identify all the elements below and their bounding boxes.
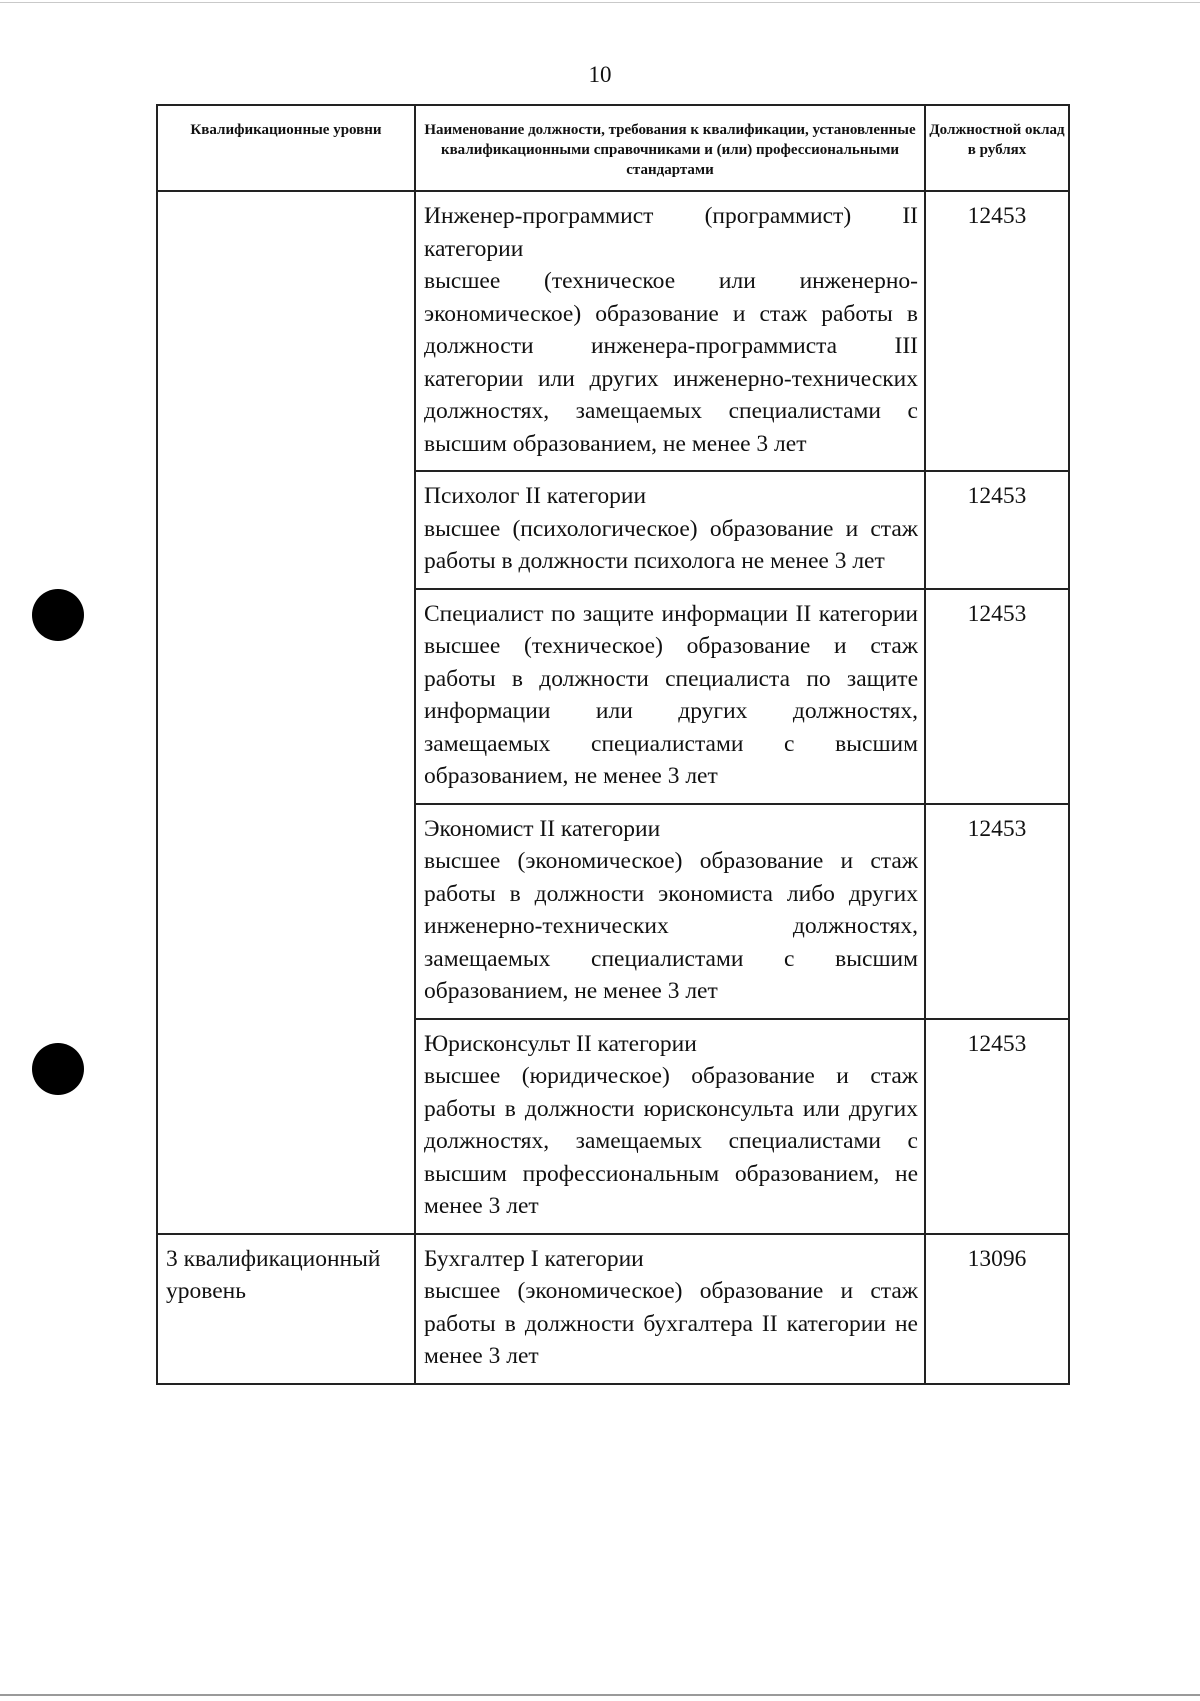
punch-hole-mark [32,1043,84,1095]
position-title: Инженер-программист (программист) II категории [424,203,918,262]
position-cell [415,1019,925,1234]
salary-cell: 12453 [925,191,1069,471]
position-title: Бухгалтер I категории [424,1245,644,1272]
qualification-salary-table [156,104,1070,1385]
position-title: Юрисконсульт II категории [424,1030,697,1057]
page-number: 10 [588,62,612,87]
position-cell [415,471,925,589]
salary-cell: 12453 [925,471,1069,589]
position-requirements: высшее (юридическое) образование и стаж работы в должности юрисконсульта или других должностях, замещаемых специалистами с высшим профессиональным образованием, не менее 3 лет [424,1063,918,1219]
position-cell [415,589,925,804]
position-requirements: высшее (экономическое) образование и стаж работы в должности бухгалтера II категории не менее 3 лет [424,1278,918,1369]
scan-edge-top [0,2,1200,3]
salary-cell: 12453 [925,589,1069,804]
position-cell [415,1234,925,1384]
position-requirements: высшее (психологическое) образование и стаж работы в должности психолога не менее 3 лет [424,515,918,574]
level-cell: 3 квалификационный уровень [157,1234,415,1384]
level-cell-merged [157,191,415,1234]
punch-hole-mark [32,589,84,641]
position-requirements: высшее (техническое или инженерно-экономическое) образование и стаж работы в должности инженера-программиста III категории или других инженерно-технических должностях, замещаемых специалистами с высшим образованием, не менее 3 лет [424,268,918,457]
salary-cell: 13096 [925,1234,1069,1384]
header-qualification-levels: Квалификационные уровни [157,105,415,191]
header-salary: Должностной оклад в рублях [925,105,1069,191]
position-title: Специалист по защите информации II категории [424,600,918,627]
salary-cell: 12453 [925,804,1069,1019]
position-title: Психолог II категории [424,483,647,509]
position-requirements: высшее (техническое) образование и стаж работы в должности специалиста по защите информации или других должностях, замещаемых специалистами с высшим образованием, не менее 3 лет [424,633,918,789]
scan-edge-bottom [0,1694,1200,1696]
salary-cell: 12453 [925,1019,1069,1234]
table-row [157,1234,1069,1384]
position-title: Экономист II категории [424,815,661,842]
table-header-row [157,105,1069,191]
header-position-requirements: Наименование должности, требования к квалификации, установленные квалификационными справочниками и (или) профессиональными стандартами [415,105,925,191]
position-requirements: высшее (экономическое) образование и стаж работы в должности экономиста либо других инженерно-технических должностях, замещаемых специалистами с высшим образованием, не менее 3 лет [424,848,918,1004]
position-cell [415,804,925,1019]
position-cell [415,191,925,471]
table-row [157,191,1069,471]
